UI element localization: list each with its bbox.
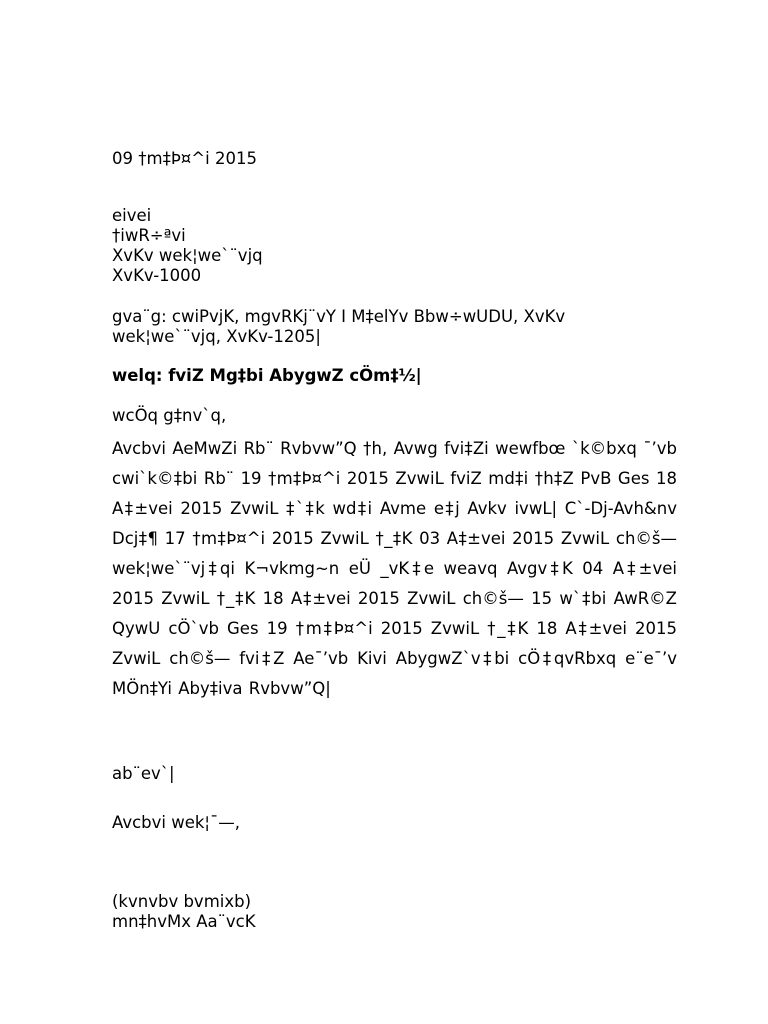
recipient-line: XvKv wek¦we`¨vjq	[112, 246, 263, 265]
salutation: wcÖq g‡nv`q,	[112, 406, 227, 425]
letter-body: Avcbvi AeMwZi Rb¨ Rvbvw”Q †h, Avwg fvi‡Zi wewfbœ `k©bxq ¯’vb cwi`k©‡bi Rb¨ 19 †m‡Þ¤^i 2015 ZvwiL fviZ md‡i †h‡Z PvB Ges 18 A‡±vei 2015 ZvwiL ‡`‡k wd‡i Avme e‡j Avkv ivwL| C`-Dj-Avh&nv Dcj‡¶ 17 †m‡Þ¤^i 2015 ZvwiL †_‡K 03 A‡±vei 2015 ZvwiL ch©š— wek¦we`¨vj‡qi K¬vkmg~n eÜ _vK‡e weavq Avgv‡K 04 A‡±vei 2015 ZvwiL †_‡K 18 A‡±vei 2015 ZvwiL ch©š— 15 w`‡bi AwR©Z QywU cÖ`vb Ges 19 †m‡Þ¤^i 2015 ZvwiL †_‡K 18 A‡±vei 2015 ZvwiL ch©š— fvi‡Z Ae¯’vb Kivi AbygwZ`v‡bi cÖ‡qvRbxq e¨e¯’v MÖn‡Yi Aby‡iva Rvbvw”Q|	[112, 439, 677, 698]
recipient-line: XvKv-1000	[112, 266, 202, 285]
recipient-line: †iwR÷ªvi	[112, 226, 186, 245]
letter-subject: welq: fviZ Mg‡bi AbygwZ cÖm‡½|	[112, 366, 422, 385]
closing: Avcbvi wek¦¯—,	[112, 813, 240, 832]
via-line: gva¨g: cwiPvjK, mgvRKj¨vY I M‡elYv Bbw÷wUDU, XvKv wek¦we`¨vjq, XvKv-1205|	[112, 307, 566, 346]
thanks-line: ab¨ev`|	[112, 764, 175, 783]
signature-block	[112, 892, 256, 932]
signer-title: mn‡hvMx Aa¨vcK	[112, 912, 256, 931]
recipient-line: eivei	[112, 206, 152, 225]
letter-date: 09 †m‡Þ¤^i 2015	[112, 149, 257, 168]
signer-name: (kvnvbv bvmixb)	[112, 892, 252, 911]
recipient-address	[112, 206, 263, 286]
